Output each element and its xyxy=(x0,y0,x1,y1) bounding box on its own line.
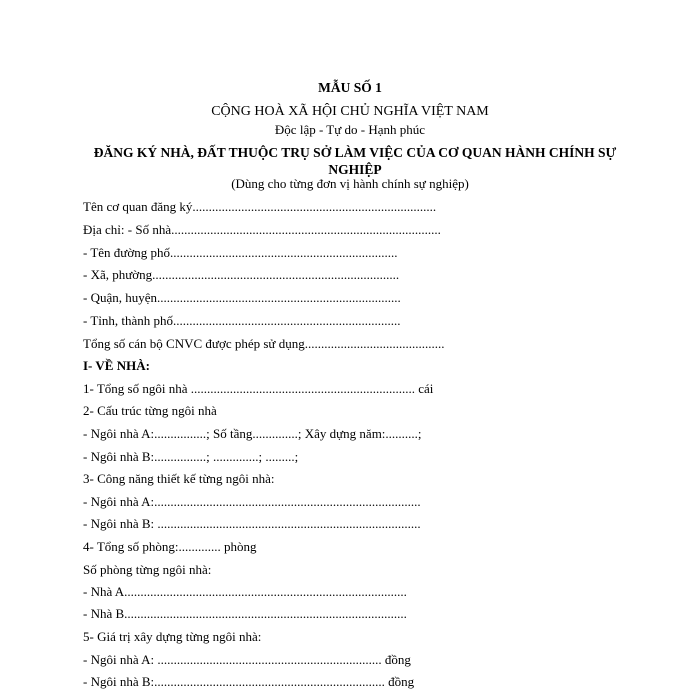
field-total-staff: Tổng số cán bộ CNVC được phép sử dụng........................................... xyxy=(83,336,445,351)
document-subtitle: (Dùng cho từng đơn vị hành chính sự nghiệp) xyxy=(231,176,469,191)
nation-name: CỘNG HOÀ XÃ HỘI CHỦ NGHĨA VIỆT NAM xyxy=(211,104,489,119)
item-rooms-per-house: Số phòng từng ngôi nhà: xyxy=(83,562,212,577)
item-house-structure: 2- Cấu trúc từng ngôi nhà xyxy=(83,403,217,418)
item-design-function: 3- Công năng thiết kế từng ngôi nhà: xyxy=(83,471,275,486)
field-address-house-number: Địa chỉ: - Số nhà................................................................................... xyxy=(83,222,441,237)
field-province: - Tỉnh, thành phố...................................................................... xyxy=(83,313,401,328)
motto: Độc lập - Tự do - Hạnh phúc xyxy=(274,122,426,137)
field-total-rooms: 4- Tổng số phòng:............. phòng xyxy=(83,539,257,554)
field-house-b-function: - Ngôi nhà B: ................................................................................. xyxy=(83,516,421,531)
section-heading-houses: I- VỀ NHÀ: xyxy=(83,358,150,373)
field-house-b-structure: - Ngôi nhà B:................; ..............; .........; xyxy=(83,449,299,464)
field-house-a-structure: - Ngôi nhà A:................; Số tầng..............; Xây dựng năm:..........; xyxy=(83,426,422,441)
field-district: - Quận, huyện........................................................................... xyxy=(83,290,401,305)
document-title: ĐĂNG KÝ NHÀ, ĐẤT THUỘC TRỤ SỞ LÀM VIỆC CỦA CƠ QUAN HÀNH CHÍNH SỰ NGHIỆP xyxy=(93,145,617,177)
field-house-a-function: - Ngôi nhà A:.................................................................................. xyxy=(83,494,421,509)
field-house-b-rooms: - Nhà B....................................................................................... xyxy=(83,606,407,621)
field-street-name: - Tên đường phố...................................................................... xyxy=(83,245,398,260)
field-total-houses: 1- Tổng số ngôi nhà ..................................................................... cái xyxy=(83,381,434,396)
field-house-b-value: - Ngôi nhà B:....................................................................... đồng xyxy=(83,674,415,689)
field-house-a-value: - Ngôi nhà A: ..................................................................... đồng xyxy=(83,652,411,667)
field-agency-name: Tên cơ quan đăng ký........................................................................... xyxy=(83,199,437,214)
item-construction-value: 5- Giá trị xây dựng từng ngôi nhà: xyxy=(83,629,262,644)
form-title: MẪU SỐ 1 xyxy=(318,80,382,95)
field-ward: - Xã, phường............................................................................ xyxy=(83,267,400,282)
field-house-a-rooms: - Nhà A....................................................................................... xyxy=(83,584,407,599)
